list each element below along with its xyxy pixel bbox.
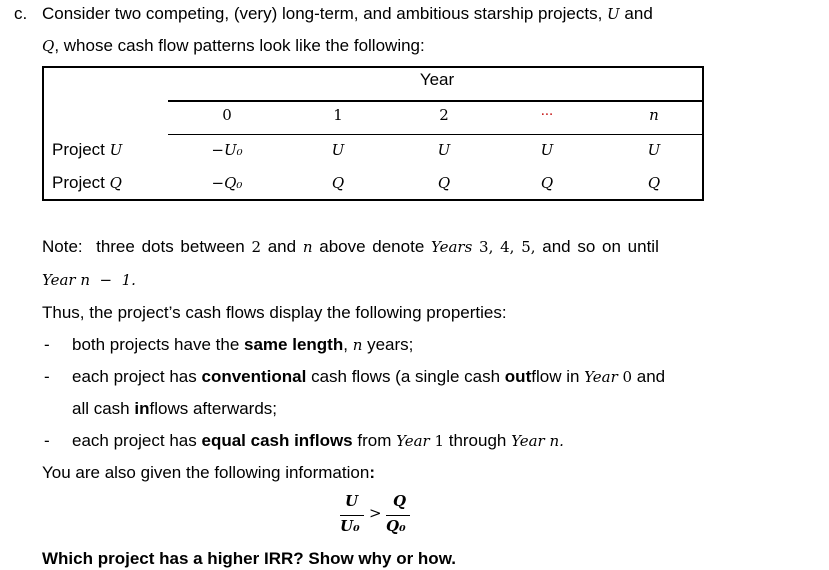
fraction-right-numerator: Q [393, 492, 407, 510]
note-math: Year [42, 271, 76, 289]
row-label-var: U [109, 141, 123, 159]
prop-text: from [357, 431, 392, 450]
prop-text: all cash [72, 399, 130, 418]
table-cell: Q [540, 174, 554, 192]
table-row-label [52, 173, 122, 193]
table-cell: U [331, 141, 345, 159]
note-math: Years [431, 238, 473, 256]
note-prefix: Note: [42, 237, 83, 256]
table-cell: −U₀ [211, 141, 243, 159]
note-math: 2 [251, 238, 261, 256]
note-text: above denote [319, 237, 425, 256]
cash-flow-table [42, 66, 704, 201]
property-1 [72, 335, 413, 355]
note-text: three dots between [96, 237, 245, 256]
prop-math: Year [511, 432, 545, 450]
prop-bold: out [504, 367, 532, 386]
year-cell: n [649, 106, 659, 124]
intro-var-u: U [607, 5, 620, 23]
prop-math: Year [396, 432, 430, 450]
property-2 [72, 367, 665, 387]
property-2-line-2 [72, 399, 277, 419]
prop-text: flows afterwards; [149, 399, 278, 418]
prop-math: Year [584, 368, 618, 386]
bullet: - [44, 431, 50, 450]
prop-math: n. [549, 432, 564, 450]
fraction-right-denominator: Q₀ [386, 517, 406, 535]
fraction-left-bar [340, 515, 364, 516]
year-cell-dots: ... [540, 104, 554, 119]
info-text: You are also given the following information [42, 463, 370, 482]
note-line-2 [42, 270, 136, 290]
intro-and: and [624, 4, 653, 23]
prop-math: 1 [434, 432, 444, 450]
table-cell: U [647, 141, 661, 159]
note-line-1 [42, 237, 659, 257]
table-year-rule [168, 134, 702, 135]
intro-line-2 [42, 36, 425, 56]
table-header-rule [168, 100, 702, 102]
row-label-text: Project [52, 140, 105, 159]
prop-text: and [636, 367, 666, 386]
prop-math: 0 [622, 368, 633, 386]
intro-text-2: , whose cash flow patterns look like the following: [54, 36, 425, 55]
bullet: - [44, 335, 50, 354]
row-label-var: Q [109, 174, 122, 192]
prop-text: each project has [72, 367, 197, 386]
table-cell: Q [647, 174, 661, 192]
prop-bold: in [134, 399, 150, 418]
final-question: Which project has a higher IRR? Show why or how. [42, 549, 457, 568]
property-3 [72, 431, 564, 451]
fraction-right-bar [386, 515, 410, 516]
prop-text: years; [367, 335, 414, 354]
note-math: 3, 4, 5, [479, 238, 536, 256]
fraction-left-numerator: U [345, 492, 359, 510]
note-math: n [302, 238, 313, 256]
table-row-label [52, 140, 122, 160]
intro-var-q: Q [42, 37, 55, 55]
info-colon: : [369, 463, 375, 482]
intro-line-1 [42, 4, 653, 24]
fraction-left-denominator: U₀ [340, 517, 360, 535]
table-cell: U [437, 141, 451, 159]
prop-math: n [352, 336, 363, 354]
note-text: and so on until [542, 237, 659, 256]
prop-text: cash flows (a single cash [311, 367, 501, 386]
prop-bold: conventional [201, 367, 307, 386]
year-cell: 2 [439, 106, 449, 124]
note-text: and [267, 237, 297, 256]
note-math: n − 1. [80, 271, 136, 289]
irr-ratio-inequality [338, 492, 418, 542]
bullet: - [44, 367, 50, 386]
prop-bold: same length [244, 335, 344, 354]
table-cell: U [540, 141, 554, 159]
prop-text: both projects have the [72, 335, 240, 354]
greater-than: > [369, 504, 382, 522]
table-header-year: Year [419, 70, 455, 89]
table-cell: −Q₀ [211, 174, 243, 192]
prop-text: , [343, 335, 348, 354]
prop-text: through [448, 431, 507, 450]
question-label: c. [14, 4, 28, 23]
table-cell: Q [437, 174, 451, 192]
row-label-text: Project [52, 173, 105, 192]
year-cell: 1 [333, 106, 343, 124]
prop-bold: equal cash inflows [201, 431, 353, 450]
info-line [42, 463, 375, 483]
table-cell: Q [331, 174, 345, 192]
intro-text: Consider two competing, (very) long-term, and ambitious starship projects, [42, 4, 603, 23]
prop-text: flow in [531, 367, 580, 386]
properties-intro: Thus, the project’s cash flows display the following properties: [42, 303, 507, 322]
year-cell: 0 [222, 106, 232, 124]
prop-text: each project has [72, 431, 197, 450]
